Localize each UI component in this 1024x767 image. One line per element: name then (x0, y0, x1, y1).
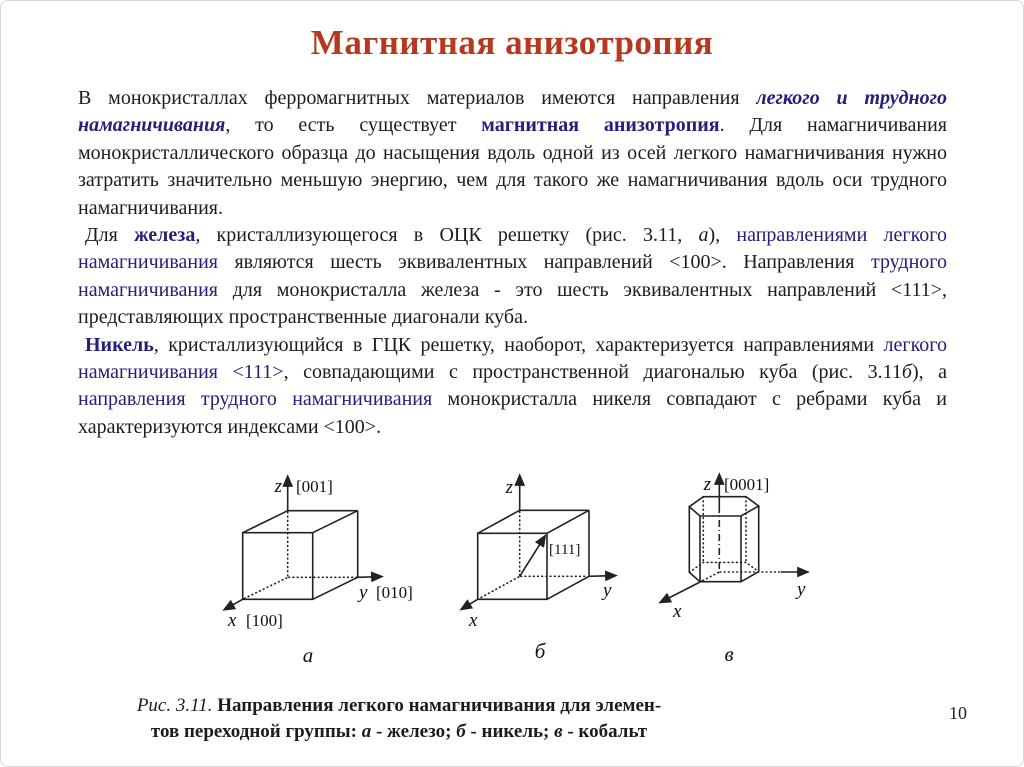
figure-caption (119, 693, 679, 745)
x-axis-arrow (224, 599, 243, 610)
text-run: , кристаллизующегося в ОЦК решетку (рис. 3.11, (195, 224, 699, 247)
text-run: б (901, 361, 912, 384)
figure-caption-line1 (119, 693, 679, 719)
z-axis-index: [001] (296, 477, 333, 496)
text-run: ), (708, 224, 737, 247)
y-axis-label: y (359, 582, 368, 603)
text-run: , кристаллизующийся в ГЦК решетку, наоборот, характеризуется направлениями (153, 333, 884, 356)
z-axis-index: [0001] (724, 475, 770, 494)
diagonal-111-index: [111] (549, 542, 581, 558)
paragraph-iron (78, 222, 947, 332)
paragraph-nickel (78, 332, 947, 442)
y-axis-arrow (589, 576, 616, 577)
x-axis-index: [100] (246, 611, 283, 630)
z-axis-label: z (274, 476, 282, 497)
diagram-cobalt-hcp-prism (631, 466, 841, 666)
text-run: магнитная анизотропия (481, 114, 720, 137)
text-run: для монокристалла железа - это шесть эквивалентных направлений <111>, представляющих пространственные диагонали куба. (78, 278, 947, 329)
y-axis-label: y (603, 580, 612, 601)
x-axis-arrow (461, 599, 478, 609)
text-run: направлениями легкого намагничивания (78, 224, 947, 274)
text-run: Рис. 3.11. (136, 695, 213, 716)
text-run: . Для намагничивания монокристаллического образца до насыщения вдоль одной из осей легкого намагничивания нужно затратить значительно меньшую энергию, чем для такого же намагничивания вдоль оси трудного намагничивания. (78, 114, 948, 219)
text-run: легкого намагничивания <111> (78, 333, 947, 384)
prism-edges (689, 497, 758, 582)
text-run: Для (85, 224, 135, 247)
text-run: Никель (85, 333, 154, 356)
y-axis-label: y (797, 579, 806, 600)
text-run: тов переходной группы: (150, 721, 362, 742)
text-run: направления трудного намагничивания (78, 388, 433, 411)
text-run: , то есть существует (225, 114, 482, 137)
text-run: в (554, 721, 563, 742)
text-run: ), а (911, 361, 947, 384)
x-axis-label: x (228, 610, 237, 631)
text-run: монокристалла никеля совпадают с ребрами куба и характеризуются индексами <100>. (78, 388, 947, 438)
text-run: трудного намагничивания (78, 251, 947, 301)
text-run: железа (134, 224, 196, 247)
subfigure-label-b: б (534, 639, 546, 663)
text-run: - кобальт (562, 721, 648, 742)
y-axis-arrow (358, 577, 382, 578)
text-run: а (698, 224, 709, 247)
text-run: а (361, 721, 372, 742)
text-run: являются шесть эквивалентных направлений <100>. Направления (218, 251, 871, 274)
x-axis-label: x (469, 610, 478, 631)
z-axis-label: z (505, 477, 513, 498)
diagram-iron-bcc-cube (196, 466, 431, 666)
text-run: - никель; (465, 721, 555, 742)
text-run: легкого и трудного намагничивания (78, 87, 947, 137)
diagram-nickel-fcc-cube (441, 466, 641, 666)
diagonal-111-arrow (520, 536, 546, 577)
figure-caption-line2 (119, 719, 679, 745)
text-run: В монокристаллах ферромагнитных материалов имеются направления (78, 87, 757, 109)
paragraph-intro (78, 85, 947, 222)
text-run: - железо; (371, 721, 457, 742)
page-title: Магнитная анизотропия (310, 23, 714, 62)
x-axis-arrow (660, 581, 703, 603)
cube-edges (243, 511, 358, 600)
text-run: , совпадающими с пространственной диагональю куба (рис. 3.11 (283, 361, 902, 384)
subfigure-label-v: в (724, 642, 734, 666)
x-axis-label: x (673, 601, 682, 622)
z-axis-label: z (703, 474, 711, 495)
text-run: б (456, 721, 466, 742)
text-run: Направления легкого намагничивания для элемен- (212, 695, 662, 716)
y-axis-index: [010] (376, 583, 413, 602)
axes (461, 475, 616, 610)
subfigure-label-a: а (302, 643, 314, 667)
page-number: 10 (949, 703, 967, 723)
body-text (78, 85, 947, 441)
